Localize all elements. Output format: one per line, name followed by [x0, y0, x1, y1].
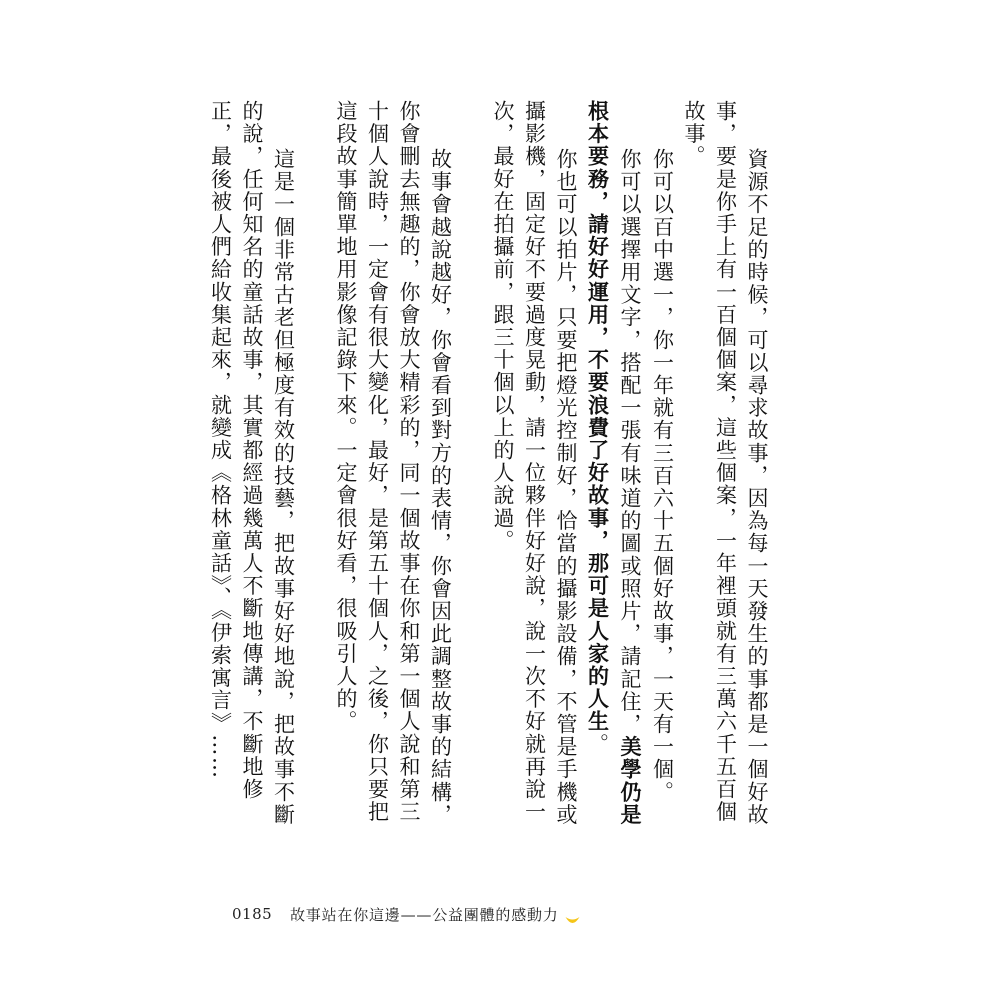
crescent-moon-icon	[565, 911, 580, 921]
page-number: 0185	[232, 905, 273, 923]
paragraph	[330, 100, 456, 840]
text-run: 你也可以拍片，只要把燈光控制好，恰當的攝影設備，不管是手機或攝影機，固定好不要過度晃動，請一位夥伴好好說，說一次不好就再說一次，最好在拍攝前，跟三十個以上的人說過。	[491, 100, 578, 827]
page-footer	[232, 902, 580, 926]
text-run: 你可以百中選一，你一年就有三百六十五個好故事，一天有一個。	[650, 148, 675, 804]
bold-text: 美學仍是根本要務，請好好運用，不要浪費了好故事，那可是人家的人生	[585, 100, 643, 827]
text-run: 故事會越說越好，你會看到對方的表情，你會因此調整故事的結構，你會刪去無趣的，你會放大精彩的，同一個故事在你和第一個人說和第三十個人說時，一定會有很大變化，最好，是第五十個人，之後，你只要把這段故事簡單地用影像記錄下來。一定會很好看，很吸引人的。	[334, 100, 453, 827]
paragraph	[646, 100, 678, 840]
text-run: 。	[585, 732, 610, 756]
paragraph	[581, 100, 646, 840]
text-run: 這是一個非常古老但極度有效的技藝，把故事好好地說，把故事不斷的說，任何知名的童話故事，其實都經過幾萬人不斷地傳講，不斷地修正，最後被人們給收集起來，就變成《格林童話》、《伊索寓言》……	[208, 100, 296, 827]
paragraph	[678, 100, 773, 840]
body-text	[204, 100, 772, 840]
paragraph	[487, 100, 582, 840]
text-run: 資源不足的時候，可以尋求故事，因為每一天發生的事都是一個好故事，要是你手上有一百個個案，這些個案，一年裡頭就有三萬六千五百個故事。	[682, 100, 769, 827]
text-run: 你可以選擇用文字，搭配一張有味道的圖或照片，請記住，	[618, 148, 642, 736]
paragraph	[204, 100, 299, 840]
running-title: 故事站在你這邊——公益團體的感動力	[290, 905, 559, 924]
